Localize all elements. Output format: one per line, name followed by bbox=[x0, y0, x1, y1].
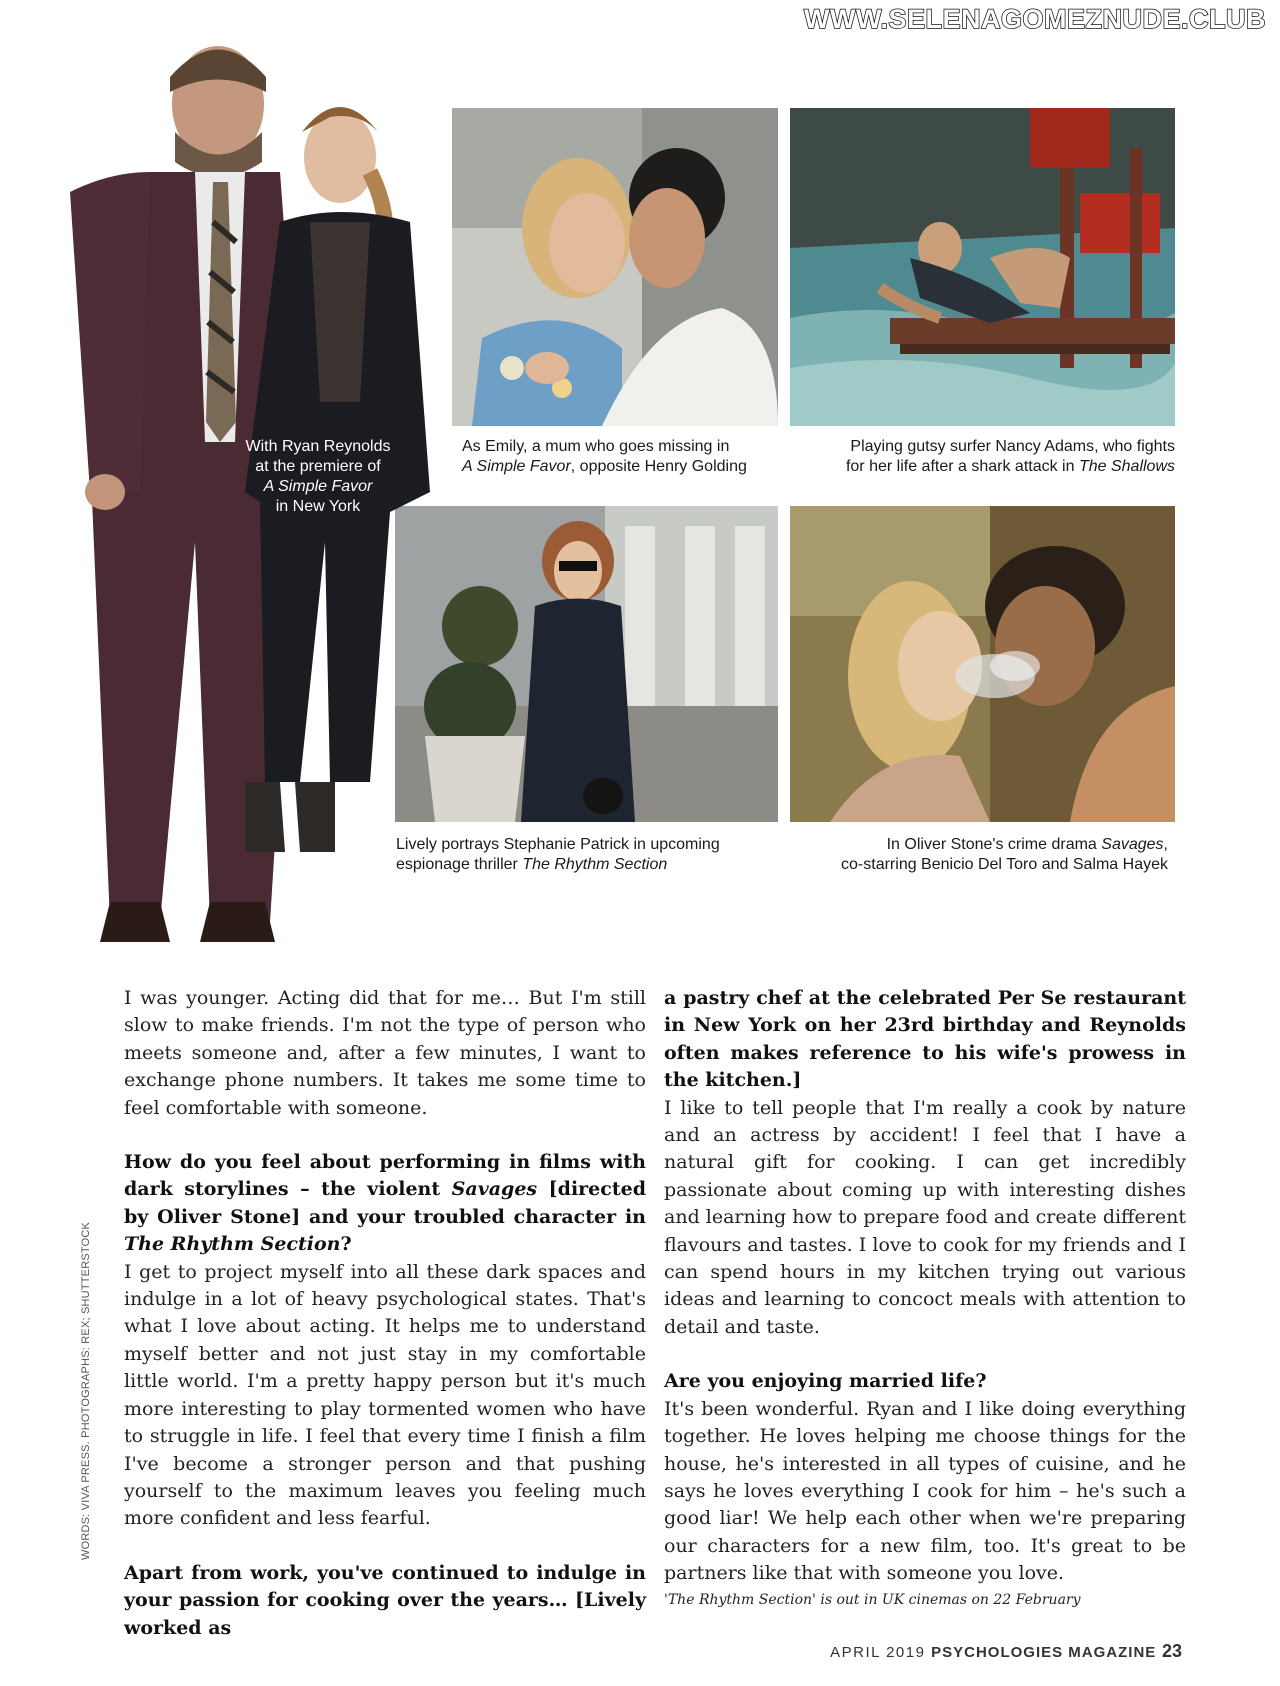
caption-shallows-text: for her life after a shark attack in bbox=[845, 458, 1079, 475]
caption-savages bbox=[780, 835, 1168, 875]
caption-favor-line-1: As Emily, a mum who goes missing in bbox=[462, 438, 730, 455]
paragraph-intro: I was younger. Acting did that for me… But I'm still slow to make friends. I'm not the type of person who meets someone and, after a few minutes, I want to exchange phone numbers. It takes me some time to feel comfortable with someone. bbox=[124, 987, 646, 1119]
caption-rhythm-line-2 bbox=[396, 855, 776, 875]
question-title-savages: Savages bbox=[451, 1178, 538, 1201]
caption-rhythm-text: espionage thriller bbox=[396, 856, 523, 873]
caption-savages-title: Savages bbox=[1101, 836, 1164, 853]
article-column-left bbox=[124, 985, 646, 1642]
question-text-a: How do you feel about performing in films with dark storylines – the violent bbox=[124, 1151, 646, 1201]
caption-favor-line-2 bbox=[462, 457, 782, 477]
photo-credit: WORDS: VIVA PRESS. PHOTOGRAPHS: REX; SHUTTERSTOCK bbox=[80, 1221, 92, 1560]
answer-cooking: I like to tell people that I'm really a cook by nature and an actress by accident! I feel that I have a natural gift for cooking. I can get incredibly passionate about coming up with interesting dishes and learning how to prepare food and create different flavours and tastes. I love to cook for my friends and I can spend hours in my kitchen trying out various ideas and learning to concoct meals with attention to detail and taste. bbox=[664, 1096, 1186, 1338]
question-text-c: ? bbox=[340, 1233, 352, 1256]
caption-premiere-line-3 bbox=[238, 477, 398, 497]
question-cooking: Apart from work, you've continued to indulge in your passion for cooking over the years… [Lively worked as bbox=[124, 1561, 646, 1639]
photo-a-simple-favor bbox=[452, 108, 778, 426]
caption-the-shallows bbox=[780, 437, 1175, 477]
photo-the-shallows bbox=[790, 108, 1175, 426]
caption-savages-text: In Oliver Stone's crime drama bbox=[886, 836, 1102, 853]
caption-savages-line-2: co-starring Benicio Del Toro and Salma Hayek bbox=[841, 856, 1168, 873]
question-dark-storylines bbox=[124, 1149, 646, 1259]
caption-rhythm-title: The Rhythm Section bbox=[522, 856, 668, 873]
caption-a-simple-favor bbox=[462, 437, 782, 477]
caption-shallows-title: The Shallows bbox=[1078, 458, 1175, 475]
photo-savages bbox=[790, 506, 1175, 822]
page-footer bbox=[830, 1641, 1182, 1662]
release-footnote: 'The Rhythm Section' is out in UK cinemas on 22 February bbox=[664, 1591, 1081, 1608]
caption-premiere-line-4: in New York bbox=[275, 498, 361, 515]
question-text-b: [directed by Oliver Stone] and your troubled character in bbox=[124, 1178, 646, 1228]
caption-favor-title: A Simple Favor bbox=[462, 458, 571, 475]
caption-rhythm-line-1: Lively portrays Stephanie Patrick in upcoming bbox=[396, 836, 720, 853]
caption-the-rhythm-section bbox=[396, 835, 776, 875]
magazine-name: PSYCHOLOGIES MAGAZINE bbox=[931, 1644, 1157, 1661]
caption-savages-line-1 bbox=[780, 835, 1168, 855]
issue-date: APRIL 2019 bbox=[830, 1644, 932, 1661]
caption-premiere-title: A Simple Favor bbox=[263, 478, 373, 495]
caption-premiere bbox=[238, 437, 398, 517]
caption-premiere-line-2: at the premiere of bbox=[255, 458, 381, 475]
answer-married-life: It's been wonderful. Ryan and I like doing everything together. He loves helping me choose things for the house, he's interested in all types of cuisine, and he says he loves everything I cook for him – he's such a good liar! We help each other when we're preparing our characters for a new film, too. It's great to be partners like that with someone you love. bbox=[664, 1397, 1186, 1585]
caption-shallows-line-2 bbox=[780, 457, 1175, 477]
question-title-rhythm: The Rhythm Section bbox=[124, 1233, 341, 1256]
caption-favor-rest: , opposite Henry Golding bbox=[570, 458, 747, 475]
article-column-right bbox=[664, 985, 1186, 1612]
question-married-life: Are you enjoying married life? bbox=[664, 1370, 987, 1393]
caption-savages-comma: , bbox=[1163, 836, 1168, 853]
question-cooking-continued: a pastry chef at the celebrated Per Se restaurant in New York on her 23rd birthday and Reynolds often makes reference to his wife's prowess in the kitchen.] bbox=[664, 987, 1186, 1092]
caption-shallows-line-1: Playing gutsy surfer Nancy Adams, who fights bbox=[850, 438, 1175, 455]
caption-premiere-line-1: With Ryan Reynolds bbox=[245, 438, 391, 455]
page-number: 23 bbox=[1161, 1641, 1182, 1661]
answer-dark-storylines: I get to project myself into all these dark spaces and indulge in a lot of heavy psychological states. That's what I love about acting. It helps me to understand myself better and not just stay in my comfortable little world. I'm a pretty happy person but it's much more interesting to play tormented women who have to struggle in life. I feel that every time I finish a film I've become a stronger person and that pushing yourself to the maximum leaves you feeling much more confident and less fearful. bbox=[124, 1260, 646, 1530]
watermark: WWW.SELENAGOMEZNUDE.CLUB bbox=[804, 4, 1266, 34]
